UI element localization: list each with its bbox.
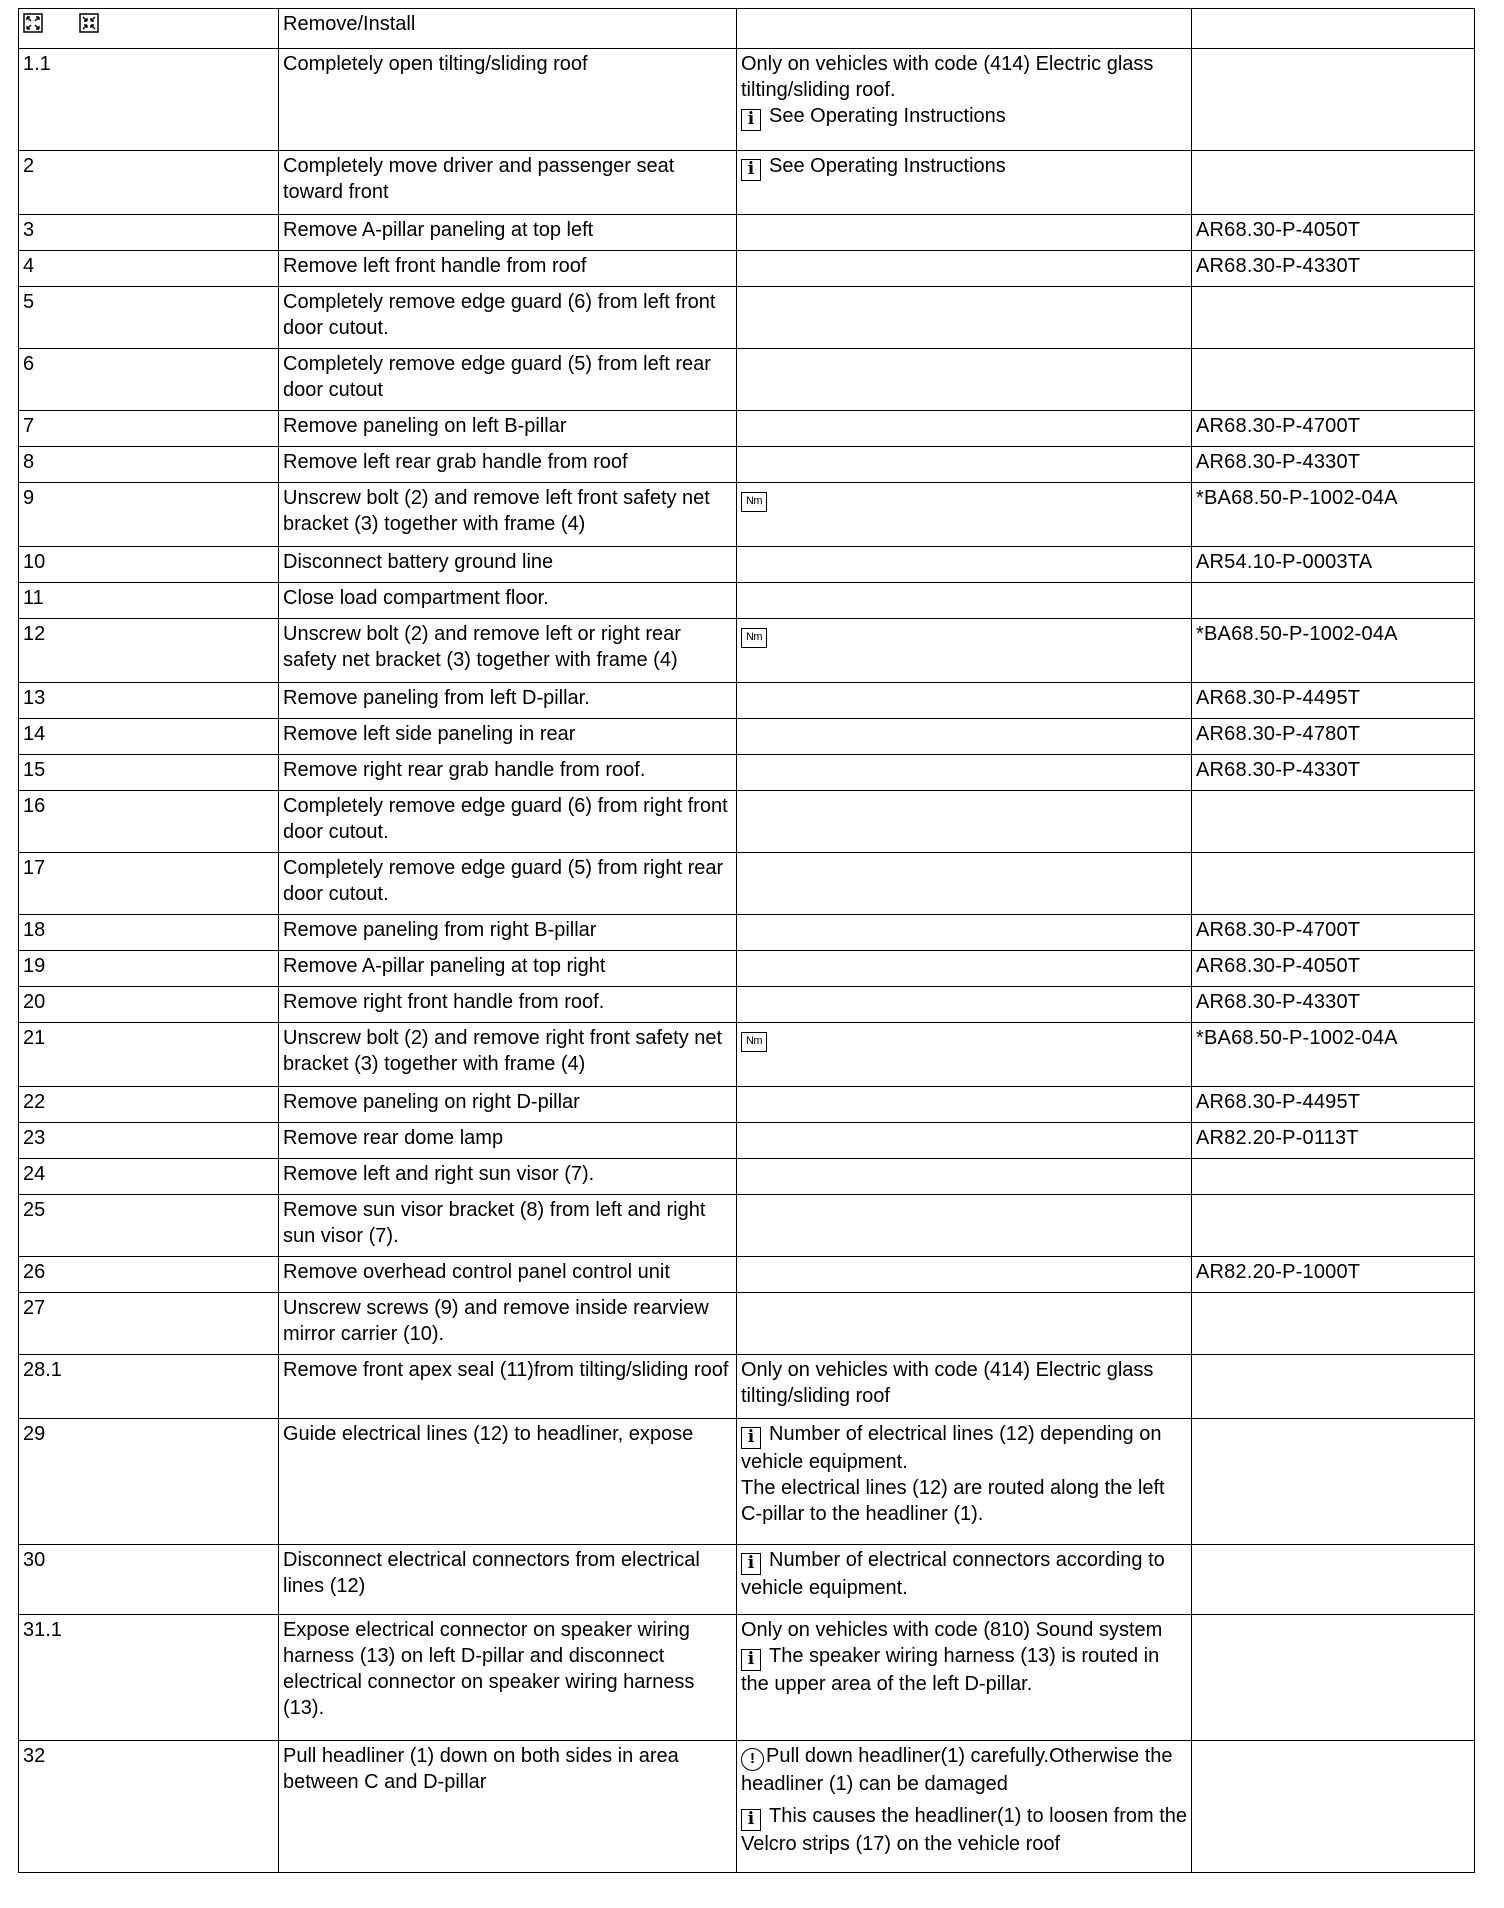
step-note — [737, 583, 1192, 619]
info-text: The speaker wiring harness (13) is routed in the upper area of the left D-pillar. — [741, 1645, 1160, 1695]
step-note — [737, 1087, 1192, 1123]
step-note — [737, 1123, 1192, 1159]
table-row — [19, 853, 1475, 915]
step-description: Remove A-pillar paneling at top right — [279, 951, 737, 987]
table-row — [19, 619, 1475, 683]
table-row — [19, 1293, 1475, 1355]
table-row — [19, 447, 1475, 483]
step-number: 11 — [19, 583, 279, 619]
info-text: This causes the headliner(1) to loosen from the Velcro strips (17) on the vehicle roof — [741, 1805, 1187, 1855]
table-row — [19, 719, 1475, 755]
step-note — [737, 987, 1192, 1023]
step-description: Remove left and right sun visor (7). — [279, 1159, 737, 1195]
step-description: Remove rear dome lamp — [279, 1123, 737, 1159]
step-number: 13 — [19, 683, 279, 719]
table-row — [19, 683, 1475, 719]
header-empty-cell — [737, 9, 1192, 49]
step-number: 24 — [19, 1159, 279, 1195]
step-number: 25 — [19, 1195, 279, 1257]
table-row — [19, 1123, 1475, 1159]
step-description: Expose electrical connector on speaker wiring harness (13) on left D-pillar and disconnect electrical connector on speaker wiring harness (13). — [279, 1615, 737, 1741]
step-note — [737, 1545, 1192, 1615]
info-icon[interactable]: i — [741, 1427, 761, 1449]
step-number: 30 — [19, 1545, 279, 1615]
step-number: 26 — [19, 1257, 279, 1293]
step-number: 19 — [19, 951, 279, 987]
reference-link — [1192, 349, 1475, 411]
info-note — [741, 1547, 1187, 1601]
table-row — [19, 1545, 1475, 1615]
step-note — [737, 151, 1192, 215]
step-number: 32 — [19, 1741, 279, 1873]
step-description: Unscrew bolt (2) and remove left or right rear safety net bracket (3) together with frame (4) — [279, 619, 737, 683]
reference-link — [1192, 791, 1475, 853]
step-number: 23 — [19, 1123, 279, 1159]
step-note — [737, 447, 1192, 483]
step-note — [737, 483, 1192, 547]
step-note — [737, 1419, 1192, 1545]
step-number: 3 — [19, 215, 279, 251]
step-number: 12 — [19, 619, 279, 683]
step-number: 21 — [19, 1023, 279, 1087]
step-note — [737, 1023, 1192, 1087]
step-description: Remove sun visor bracket (8) from left and right sun visor (7). — [279, 1195, 737, 1257]
step-description: Completely open tilting/sliding roof — [279, 49, 737, 151]
table-row — [19, 215, 1475, 251]
table-row — [19, 483, 1475, 547]
expand-arrows-icon[interactable] — [23, 13, 43, 33]
torque-nm-icon[interactable]: Nm — [741, 1032, 767, 1052]
step-description: Remove paneling from left D-pillar. — [279, 683, 737, 719]
step-description: Remove overhead control panel control unit — [279, 1257, 737, 1293]
reference-link[interactable]: AR68.30-P-4495T — [1192, 683, 1475, 719]
reference-link[interactable]: *BA68.50-P-1002-04A — [1192, 1023, 1475, 1087]
reference-link — [1192, 1545, 1475, 1615]
step-description: Disconnect electrical connectors from electrical lines (12) — [279, 1545, 737, 1615]
step-number: 20 — [19, 987, 279, 1023]
info-text: See Operating Instructions — [769, 155, 1006, 177]
step-note — [737, 1195, 1192, 1257]
step-number: 15 — [19, 755, 279, 791]
step-note — [737, 619, 1192, 683]
table-row — [19, 583, 1475, 619]
reference-link — [1192, 583, 1475, 619]
warning-note — [741, 1743, 1187, 1797]
info-icon[interactable]: i — [741, 1649, 761, 1671]
reference-link[interactable]: AR68.30-P-4050T — [1192, 215, 1475, 251]
reference-link[interactable]: AR68.30-P-4050T — [1192, 951, 1475, 987]
step-note — [737, 349, 1192, 411]
reference-link — [1192, 1195, 1475, 1257]
step-note — [737, 791, 1192, 853]
header-title: Remove/Install — [279, 9, 737, 49]
vehicle-code-note: Only on vehicles with code (414) Electric glass tilting/sliding roof — [741, 1359, 1154, 1407]
step-note — [737, 755, 1192, 791]
step-note — [737, 215, 1192, 251]
step-number: 29 — [19, 1419, 279, 1545]
step-description: Remove right rear grab handle from roof. — [279, 755, 737, 791]
table-row — [19, 349, 1475, 411]
step-description: Remove left front handle from roof — [279, 251, 737, 287]
step-number: 2 — [19, 151, 279, 215]
info-note — [741, 153, 1187, 181]
step-note — [737, 1741, 1192, 1873]
table-row — [19, 1355, 1475, 1419]
step-number: 17 — [19, 853, 279, 915]
step-note — [737, 951, 1192, 987]
reference-link[interactable]: *BA68.50-P-1002-04A — [1192, 483, 1475, 547]
step-number: 14 — [19, 719, 279, 755]
reference-link — [1192, 1615, 1475, 1741]
header-icons-cell — [19, 9, 279, 49]
step-note — [737, 915, 1192, 951]
step-description: Remove paneling on left B-pillar — [279, 411, 737, 447]
torque-nm-icon[interactable]: Nm — [741, 492, 767, 512]
table-row — [19, 1159, 1475, 1195]
procedure-table — [18, 8, 1475, 1873]
header-empty-cell — [1192, 9, 1475, 49]
step-number: 7 — [19, 411, 279, 447]
reference-link[interactable]: AR82.20-P-0113T — [1192, 1123, 1475, 1159]
table-row — [19, 49, 1475, 151]
torque-nm-icon[interactable]: Nm — [741, 628, 767, 648]
step-number: 10 — [19, 547, 279, 583]
step-number: 9 — [19, 483, 279, 547]
step-note — [737, 287, 1192, 349]
step-note — [737, 1615, 1192, 1741]
step-description: Completely remove edge guard (5) from right rear door cutout. — [279, 853, 737, 915]
reference-link[interactable]: AR68.30-P-4330T — [1192, 251, 1475, 287]
step-description: Remove paneling from right B-pillar — [279, 915, 737, 951]
info-icon[interactable]: i — [741, 1553, 761, 1575]
step-note — [737, 1159, 1192, 1195]
step-description: Completely remove edge guard (5) from left rear door cutout — [279, 349, 737, 411]
reference-link[interactable]: AR68.30-P-4495T — [1192, 1087, 1475, 1123]
step-description: Close load compartment floor. — [279, 583, 737, 619]
step-number: 1.1 — [19, 49, 279, 151]
step-note — [737, 411, 1192, 447]
step-note — [737, 719, 1192, 755]
info-text: See Operating Instructions — [769, 105, 1006, 127]
reference-link — [1192, 49, 1475, 151]
info-note — [741, 1643, 1187, 1697]
table-row — [19, 1195, 1475, 1257]
step-description: Pull headliner (1) down on both sides in area between C and D-pillar — [279, 1741, 737, 1873]
step-description: Remove right front handle from roof. — [279, 987, 737, 1023]
step-description: Remove paneling on right D-pillar — [279, 1087, 737, 1123]
table-row — [19, 1741, 1475, 1873]
step-note — [737, 1355, 1192, 1419]
step-description: Unscrew screws (9) and remove inside rearview mirror carrier (10). — [279, 1293, 737, 1355]
reference-link[interactable]: AR68.30-P-4780T — [1192, 719, 1475, 755]
table-row — [19, 1257, 1475, 1293]
reference-link[interactable]: AR68.30-P-4330T — [1192, 987, 1475, 1023]
info-text: Number of electrical connectors according to vehicle equipment. — [741, 1549, 1165, 1599]
reference-link[interactable]: AR68.30-P-4330T — [1192, 447, 1475, 483]
reference-link — [1192, 1419, 1475, 1545]
step-description: Completely remove edge guard (6) from left front door cutout. — [279, 287, 737, 349]
table-row — [19, 791, 1475, 853]
step-description: Remove front apex seal (11)from tilting/sliding roof — [279, 1355, 737, 1419]
step-description: Unscrew bolt (2) and remove right front safety net bracket (3) together with frame (4) — [279, 1023, 737, 1087]
reference-link[interactable]: AR68.30-P-4330T — [1192, 755, 1475, 791]
step-number: 8 — [19, 447, 279, 483]
step-description: Remove A-pillar paneling at top left — [279, 215, 737, 251]
step-description: Remove left rear grab handle from roof — [279, 447, 737, 483]
step-description: Guide electrical lines (12) to headliner, expose — [279, 1419, 737, 1545]
step-number: 22 — [19, 1087, 279, 1123]
reference-link[interactable]: AR82.20-P-1000T — [1192, 1257, 1475, 1293]
info-icon[interactable]: i — [741, 109, 761, 131]
reference-link — [1192, 1741, 1475, 1873]
warning-text: Pull down headliner(1) carefully.Otherwise the headliner (1) can be damaged — [741, 1745, 1173, 1795]
step-note — [737, 1293, 1192, 1355]
table-row — [19, 987, 1475, 1023]
step-number: 16 — [19, 791, 279, 853]
additional-note: The electrical lines (12) are routed along the left C-pillar to the headliner (1). — [741, 1477, 1165, 1525]
step-description: Disconnect battery ground line — [279, 547, 737, 583]
vehicle-code-note: Only on vehicles with code (414) Electric glass tilting/sliding roof. — [741, 53, 1154, 101]
reference-link[interactable]: AR68.30-P-4700T — [1192, 915, 1475, 951]
step-number: 4 — [19, 251, 279, 287]
header-row — [19, 9, 1475, 49]
step-number: 31.1 — [19, 1615, 279, 1741]
info-note — [741, 1803, 1187, 1857]
info-note — [741, 103, 1187, 131]
reference-link[interactable]: AR68.30-P-4700T — [1192, 411, 1475, 447]
table-row — [19, 251, 1475, 287]
table-row — [19, 951, 1475, 987]
reference-link[interactable]: *BA68.50-P-1002-04A — [1192, 619, 1475, 683]
collapse-arrows-icon[interactable] — [79, 13, 99, 33]
reference-link — [1192, 1159, 1475, 1195]
step-number: 18 — [19, 915, 279, 951]
step-number: 27 — [19, 1293, 279, 1355]
table-row — [19, 1615, 1475, 1741]
info-icon[interactable]: i — [741, 1809, 761, 1831]
table-row — [19, 151, 1475, 215]
vehicle-code-note: Only on vehicles with code (810) Sound system — [741, 1619, 1163, 1641]
reference-link — [1192, 1293, 1475, 1355]
table-row — [19, 547, 1475, 583]
step-note — [737, 49, 1192, 151]
table-row — [19, 411, 1475, 447]
reference-link[interactable]: AR54.10-P-0003TA — [1192, 547, 1475, 583]
info-icon[interactable]: i — [741, 159, 761, 181]
table-row — [19, 287, 1475, 349]
step-note — [737, 1257, 1192, 1293]
step-description: Unscrew bolt (2) and remove left front safety net bracket (3) together with frame (4) — [279, 483, 737, 547]
step-note — [737, 547, 1192, 583]
step-description: Remove left side paneling in rear — [279, 719, 737, 755]
step-description: Completely remove edge guard (6) from right front door cutout. — [279, 791, 737, 853]
info-text: Number of electrical lines (12) depending on vehicle equipment. — [741, 1423, 1162, 1473]
step-note — [737, 251, 1192, 287]
table-row — [19, 1023, 1475, 1087]
step-note — [737, 853, 1192, 915]
table-row — [19, 915, 1475, 951]
step-note — [737, 683, 1192, 719]
table-row — [19, 1087, 1475, 1123]
table-row — [19, 1419, 1475, 1545]
table-row — [19, 755, 1475, 791]
reference-link — [1192, 853, 1475, 915]
caution-icon: ! — [741, 1748, 764, 1771]
reference-link — [1192, 287, 1475, 349]
step-number: 28.1 — [19, 1355, 279, 1419]
info-note — [741, 1421, 1187, 1475]
reference-link — [1192, 151, 1475, 215]
step-number: 6 — [19, 349, 279, 411]
step-number: 5 — [19, 287, 279, 349]
step-description: Completely move driver and passenger seat toward front — [279, 151, 737, 215]
reference-link — [1192, 1355, 1475, 1419]
